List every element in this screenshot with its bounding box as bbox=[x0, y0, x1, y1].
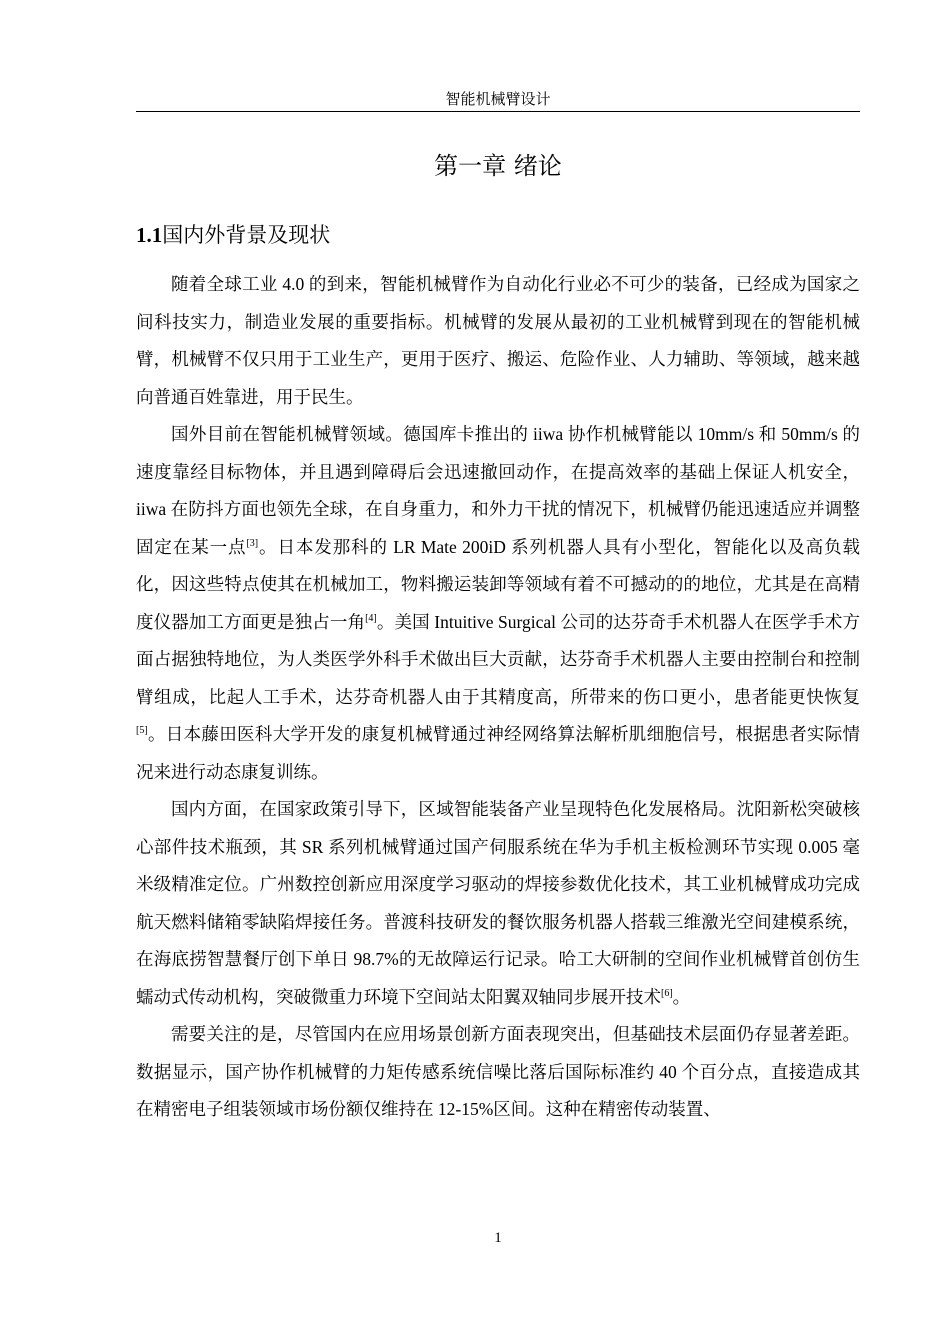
section-number: 1.1 bbox=[136, 223, 163, 247]
paragraph-3-segment: 。 bbox=[672, 986, 691, 1007]
header-rule bbox=[136, 111, 860, 112]
paragraph-3 bbox=[136, 791, 860, 1016]
running-header-title: 智能机械臂设计 bbox=[445, 92, 551, 108]
citation-ref: [4] bbox=[365, 612, 377, 624]
chapter-title: 第一章 绪论 bbox=[434, 152, 562, 180]
paragraph-3-segment: 国内方面，在国家政策引导下，区域智能装备产业呈现特色化发展格局。沈阳新松突破核心部件技术瓶颈，其 SR 系列机械臂通过国产伺服系统在华为手机主板检测环节实现 0.005 毫米级精准定位。广州数控创新应用深度学习驱动的焊接参数优化技术，其工业机械臂成功完成航天燃料储箱零缺陷焊接任务。普渡科技研发的餐饮服务机器人搭载三维激光空间建模系统，在海底捞智慧餐厅创下单日 98.7%的无故障运行记录。哈工大研制的空间作业机械臂首创仿生蠕动式传动机构，突破微重力环境下空间站太阳翼双轴同步展开技术 bbox=[136, 799, 860, 1007]
citation-ref: [6] bbox=[661, 987, 673, 999]
section-title: 国内外背景及现状 bbox=[162, 223, 331, 247]
paragraph-2-segment: 。日本藤田医科大学开发的康复机械臂通过神经网络算法解析肌细胞信号，根据患者实际情况来进行动态康复训练。 bbox=[136, 724, 860, 782]
paragraph-2 bbox=[136, 416, 860, 791]
paragraph-2-segment: 。美国 Intuitive Surgical 公司的达芬奇手术机器人在医学手术方面占据独特地位，为人类医学外科手术做出巨大贡献，达芬奇手术机器人主要由控制台和控制臂组成，比起人工手术，达芬奇机器人由于其精度高，所带来的伤口更小，患者能更快恢复 bbox=[136, 611, 861, 707]
paragraph-1: 随着全球工业 4.0 的到来，智能机械臂作为自动化行业必不可少的装备，已经成为国家之间科技实力，制造业发展的重要指标。机械臂的发展从最初的工业机械臂到现在的智能机械臂，机械臂不仅只用于工业生产，更用于医疗、搬运、危险作业、人力辅助、等领域，越来越向普通百姓靠进，用于民生。 bbox=[136, 274, 860, 407]
citation-ref: [5] bbox=[136, 725, 148, 737]
citation-ref: [3] bbox=[246, 537, 259, 549]
paragraph-4: 需要关注的是，尽管国内在应用场景创新方面表现突出，但基础技术层面仍存显著差距。数据显示，国产协作机械臂的力矩传感系统信噪比落后国际标准约 40 个百分点，直接造成其在精密电子组装领域市场份额仅维持在 12-15%区间。这种在精密传动装置、 bbox=[136, 1024, 860, 1119]
body-text bbox=[136, 266, 860, 1129]
paragraph-2-segment: 国外目前在智能机械臂领域。德国库卡推出的 iiwa 协作机械臂能以 10mm/s 和 50mm/s 的速度靠经目标物体，并且遇到障碍后会迅速撤回动作，在提高效率的基础上保证人机安全，iiwa 在防抖方面也领先全球，在自身重力，和外力干扰的情况下，机械臂仍能迅速适应并调整固定在某一点 bbox=[136, 424, 860, 557]
page-number: 1 bbox=[494, 1230, 502, 1246]
section-heading bbox=[136, 220, 860, 250]
paragraph-2-segment: 。日本发那科的 LR Mate 200iD 系列机器人具有小型化，智能化以及高负载化，因这些特点使其在机械加工，物料搬运装卸等领域有着不可撼动的的地位，尤其是在高精度仪器加工方面更是独占一角 bbox=[136, 536, 860, 632]
